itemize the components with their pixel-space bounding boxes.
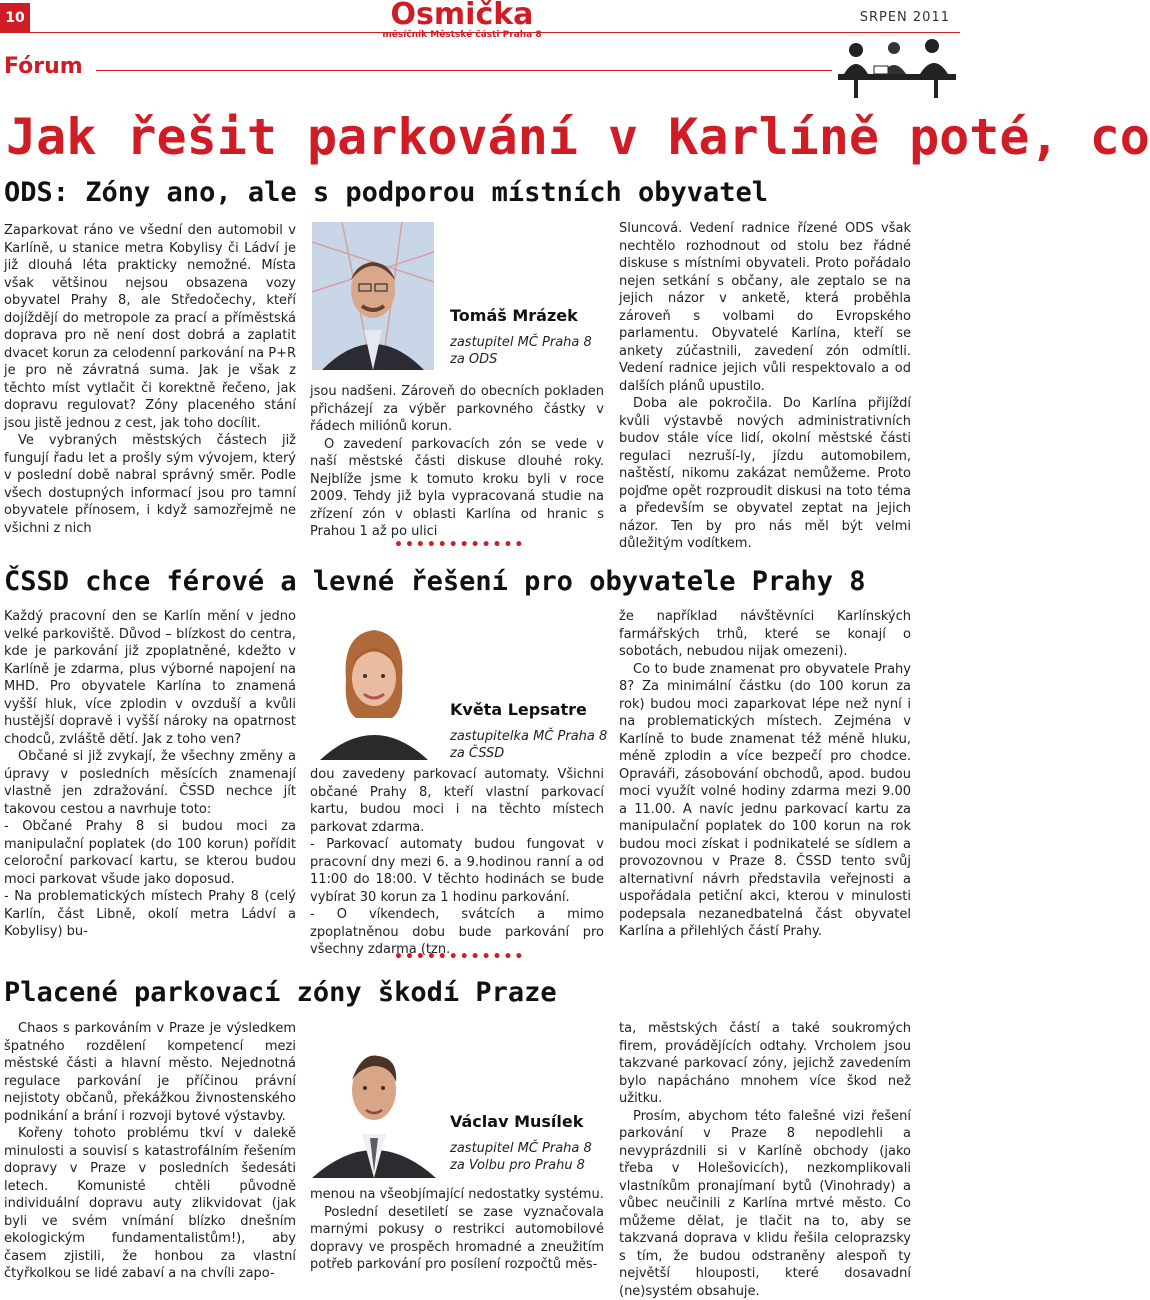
- article-vpp8-col3: [619, 1020, 911, 1300]
- role-line: zastupitel MČ Praha 8: [450, 334, 592, 351]
- role-line: za ČSSD: [450, 745, 607, 762]
- logo-subtitle: měsíčník Městské části Praha 8: [382, 30, 542, 40]
- list-item: - O víkendech, svátcích a mimo zpoplatněnou dobu bude parkování pro všechny zdarma (tzn.: [310, 906, 604, 959]
- role-line: za Volbu pro Prahu 8: [450, 1157, 592, 1174]
- article-cssd-col1: [4, 608, 296, 941]
- logo: [382, 0, 542, 40]
- paragraph: Každý pracovní den se Karlín mění v jedno velké parkoviště. Důvod – blízkost do centra, kde je parkování již zpoplatněné, kdežto v Karlíně je zdarma, plus výborné napojení na MHD. Pro obyvatele Karlína to znamená vyšší hluk, více zplodin v ovzduší a kvůli hustější dopravě i vyšší nároky na opatrnost chodců, zvláště dětí. Jak z toho ven?: [4, 608, 296, 748]
- paragraph: Doba ale pokročila. Do Karlína přijíždí kvůli výstavbě nových administrativních budov stále více lidí, okolní městské části regulaci nezruší-ly, jízdu automobilem, naštěstí, nikomu zakázat nemůžeme. Proto pojďme opět rozproudit diskusi na toto téma a především se obyvatel zeptat na jejich názor. Ten by pro nás měl být velmi důležitým vodítkem.: [619, 395, 911, 553]
- role-line: za ODS: [450, 351, 592, 368]
- article-ods-col2: [310, 383, 604, 541]
- article-title-vpp8: Placené parkovací zóny škodí Praze: [4, 976, 557, 1010]
- paragraph: menou na všeobjímající nedostatky systému.: [310, 1186, 604, 1204]
- article-ods-col3: [619, 220, 911, 553]
- article-title-cssd: ČSSD chce férové a levné řešení pro obyvatele Prahy 8: [4, 565, 866, 599]
- article-vpp8-col2: [310, 1186, 604, 1274]
- paragraph: že například návštěvníci Karlínských farmářských trhů, které se konají o sobotách, nebudou nijak omezeni).: [619, 608, 911, 661]
- author-name-mrazek: Tomáš Mrázek: [450, 306, 578, 326]
- list-item: - Parkovací automaty budou fungovat v pracovní dny mezi 6. a 9.hodinou ranní a od 11:00 do 18:00. V těchto hodinách se bude vybírat 30 korun za 1 hodinu parkování.: [310, 836, 604, 906]
- paragraph: Chaos s parkováním v Praze je výsledkem špatného rozdělení kompetencí mezi městské části a hlavní město. Nejednotná regulace parkování je příčinou právní nejistoty občanů, překážkou živnostenského podnikání a brání i rozvoji bytové výstavby.: [4, 1020, 296, 1125]
- page-number: 10: [0, 3, 30, 33]
- author-photo-lepsatre: [312, 610, 436, 760]
- paragraph: O zavedení parkovacích zón se vede v naší městské části diskuse dlouhé roky. Nejblíže jsme k tomuto kroku byli v roce 2009. Tehdy již byla vypracovaná studie na zřízení zón v oblasti Karlína od hranic s Prahou 1 až po ulici: [310, 436, 604, 541]
- list-item: - Občané Prahy 8 si budou moci za manipulační poplatek (do 100 korun) pořídit celoroční parkovací kartu, se kterou budou moci parkovat všude jako doposud.: [4, 818, 296, 888]
- issue-date: SRPEN 2011: [860, 10, 950, 26]
- paragraph: Poslední desetiletí se zase vyznačovala marnými pokusy o restrikci automobilové dopravy ve prospěch hromadné a zneužitím potřeb parkování pro posílení rozpočtů měs-: [310, 1204, 604, 1274]
- paragraph: Co to bude znamenat pro obyvatele Prahy 8? Za minimální částku (do 100 korun za rok) budou moci zaparkovat lépe než nyní i na problematických místech. Zejména v Karlíně to bude znamenat též méně hluku, méně zplodin a více bezpečí pro chodce. Opraváři, zásobování obchodů, apod. budou moci využít volné hodiny zdarma mezi 9.00 a 11.00. A navíc jednu parkovací kartu za manipulační poplatek do 100 korun na rok budou moci získat i podnikatelé se sídlem a provozovnou v Praze 8. ČSSD tento svůj alternativní návrh představila veřejnosti a uspořádala petiční akci, kterou v minulosti podepsala nezanedbatelná část obyvatel Karlína a přilehlých částí Prahy.: [619, 661, 911, 941]
- role-line: zastupitelka MČ Praha 8: [450, 728, 607, 745]
- section-title: Fórum: [4, 54, 83, 80]
- main-headline: Jak řešit parkování v Karlíně poté, co: [6, 108, 1150, 166]
- author-role-mrazek: [450, 334, 592, 368]
- paragraph: Občané si již zvykají, že všechny změny a úpravy v posledních měsících znamenají vlastně jen zdražování. ČSSD nechce jít takovou cestou a navrhuje toto:: [4, 748, 296, 818]
- meeting-photo: [834, 34, 960, 100]
- paragraph: jsou nadšeni. Zároveň do obecních pokladen přicházejí za výběr parkovného částky v řádech miliónů korun.: [310, 383, 604, 436]
- logo-title: Osmička: [382, 0, 542, 32]
- role-line: zastupitel MČ Praha 8: [450, 1140, 592, 1157]
- paragraph: dou zavedeny parkovací automaty. Všichni občané Prahy 8, kteří vlastní parkovací kartu, budou moci i na těchto místech parkovat zdarma.: [310, 766, 604, 836]
- paragraph: Kořeny tohoto problému tkví v dalekě minulosti a souvisí s katastrofálním řešením dopravy v Praze v posledních šedesáti letech. Komunisté chtěli původně individuální dopravu auty zlikvidovat (jak byli ve svém vnímání blízko dnešním ekologickým fundamentalistům!), aby časem zjistili, že honbou za vlastní čtyřkolkou se lidé zabaví a na chvíli zapo-: [4, 1125, 296, 1283]
- separator-dots: ••••••••••••: [394, 540, 525, 550]
- separator-dots: ••••••••••••: [394, 952, 525, 962]
- paragraph: ta, městských částí a také soukromých firem, provádějících odtahy. Vrcholem jsou takzvané parkovací zóny, jejichž zavedením bylo napácháno mnohem více škod než užitku.: [619, 1020, 911, 1108]
- list-item: - Na problematických místech Prahy 8 (celý Karlín, část Libně, okolí metra Ládví a Kobylisy) bu-: [4, 888, 296, 941]
- author-photo-musilek: [312, 1022, 436, 1178]
- author-photo-mrazek: [312, 222, 434, 370]
- author-role-musilek: [450, 1140, 592, 1174]
- author-name-lepsatre: Květa Lepsatre: [450, 700, 587, 720]
- section-rule: [96, 70, 832, 71]
- article-ods-col1: [4, 222, 296, 537]
- paragraph: Sluncová. Vedení radnice řízené ODS však nechtělo rozhodnout od stolu bez řádné diskuse s místními obyvateli. Proto pořádalo nejen setkání s občany, ale zeptalo se na jejich názor v anketě, která proběhla zároveň s volbami do Evropského parlamentu. Obyvatelé Karlína, kteří se ankety zúčastnili, zavedení zón odmítli. Vedení radnice jejich vůli respektovalo a od dalších plánů upustilo.: [619, 220, 911, 395]
- article-cssd-col2: [310, 766, 604, 959]
- author-name-musilek: Václav Musílek: [450, 1112, 583, 1132]
- paragraph: Ve vybraných městských částech již fungují řadu let a prošly sým vývojem, který v poslední době nabral správný směr. Podle všech dostupných informací jsou pro tamní obyvatele přínosem, i když samozřejmě ne všichni z nich: [4, 432, 296, 537]
- article-vpp8-col1: [4, 1020, 296, 1283]
- article-title-ods: ODS: Zóny ano, ale s podporou místních obyvatel: [4, 176, 768, 210]
- article-cssd-col3: [619, 608, 911, 941]
- paragraph: Zaparkovat ráno ve všední den automobil v Karlíně, u stanice metra Kobylisy či Ládví je již dlouhá léta prakticky nemožné. Místa však většinou nejsou obsazena vozy obyvatel Prahy 8, ale Středočechy, kteří dojíždějí do metropole za prací a příměstská doprava pro ně není dost dobrá a zaplatit dvacet korun za celodenní parkování na P+R je pro ně závratná suma. Jak je však z těchto míst vytlačit či korektně řečeno, jak dopravu regulovat? Zóny placeného stání jsou jistě jednou z cest, jak toho docílit.: [4, 222, 296, 432]
- paragraph: Prosím, abychom této falešné vizi řešení parkování v Praze 8 nepodlehli a nevyprázdnili si v Karlíně obchody (jako třeba v Holešovicích), nezkomplikovali vlastníkům pronajímaní bytů (Vinohrady) a vůbec neučinili z Karlína mrtvé město. Co můžeme dělat, je tlačit na to, aby se takzvaná doprava v klidu řešila celoprazsky s tím, že budou odstraněny alespoň ty největší hlouposti, které dosavadní (ne)systém obsahuje.: [619, 1108, 911, 1300]
- author-role-lepsatre: [450, 728, 607, 762]
